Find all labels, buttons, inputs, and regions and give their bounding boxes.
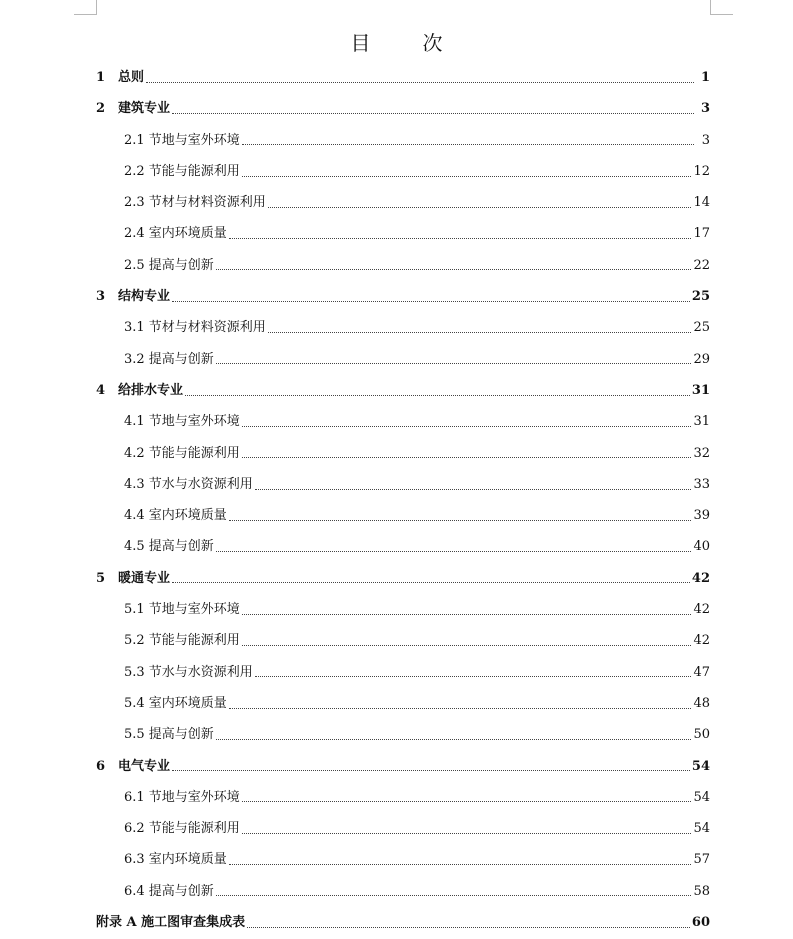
toc-entry-page-number: 3 xyxy=(700,101,710,117)
toc-entry[interactable] xyxy=(96,312,710,343)
dot-leader xyxy=(242,644,692,646)
toc-entry[interactable] xyxy=(96,594,710,625)
toc-entry[interactable] xyxy=(96,125,710,156)
page-title: 目 次 xyxy=(350,31,459,55)
toc-entry-page-number: 17 xyxy=(693,226,710,242)
dot-leader xyxy=(172,112,694,114)
toc-entry[interactable] xyxy=(96,281,710,312)
toc-entry-label: 4.4 室内环境质量 xyxy=(124,508,227,524)
toc-entry-label: 6.3 室内环境质量 xyxy=(124,852,227,868)
toc-entry-number: 3 xyxy=(96,289,106,305)
dot-leader xyxy=(172,581,690,583)
toc-entry-number: 6 xyxy=(96,758,106,774)
toc-entry[interactable] xyxy=(96,563,710,594)
toc-entry-number: 2 xyxy=(96,101,106,117)
toc-entry[interactable] xyxy=(96,751,710,782)
toc-entry[interactable] xyxy=(96,500,710,531)
dot-leader xyxy=(242,143,694,145)
toc-entry-page-number: 54 xyxy=(693,821,710,837)
toc-entry[interactable] xyxy=(96,406,710,437)
toc-entry-label: 暖通专业 xyxy=(118,570,171,586)
toc-entry-page-number: 54 xyxy=(693,789,710,805)
toc-entry-label: 5.2 节能与能源利用 xyxy=(124,633,240,649)
table-of-contents xyxy=(96,62,710,938)
toc-entry[interactable] xyxy=(96,469,710,500)
toc-entry-label: 6.4 提高与创新 xyxy=(124,883,214,899)
toc-entry-page-number: 60 xyxy=(691,915,710,931)
toc-entry[interactable] xyxy=(96,688,710,719)
toc-entry[interactable] xyxy=(96,531,710,562)
toc-entry[interactable] xyxy=(96,907,710,938)
toc-entry-label: 5.1 节地与室外环境 xyxy=(124,602,240,618)
toc-entry-page-number: 3 xyxy=(701,132,710,148)
toc-entry-number: 5 xyxy=(96,570,106,586)
toc-entry-label: 2.2 节能与能源利用 xyxy=(124,163,240,179)
toc-entry-page-number: 42 xyxy=(693,602,710,618)
dot-leader xyxy=(242,425,692,427)
toc-entry[interactable] xyxy=(96,719,710,750)
toc-entry-page-number: 58 xyxy=(693,883,710,899)
toc-entry-label: 6.2 节能与能源利用 xyxy=(124,821,240,837)
toc-entry-label: 3.2 提高与创新 xyxy=(124,351,214,367)
toc-entry-label: 5.4 室内环境质量 xyxy=(124,695,227,711)
toc-entry-page-number: 57 xyxy=(693,852,710,868)
toc-entry-label: 4.3 节水与水资源利用 xyxy=(124,476,253,492)
toc-entry-page-number: 14 xyxy=(693,195,710,211)
toc-entry-number: 4 xyxy=(96,382,106,398)
toc-entry[interactable] xyxy=(96,844,710,875)
dot-leader xyxy=(268,206,692,208)
toc-entry[interactable] xyxy=(96,657,710,688)
toc-entry-label: 2.5 提高与创新 xyxy=(124,257,214,273)
dot-leader xyxy=(172,769,690,771)
toc-entry-page-number: 47 xyxy=(693,664,710,680)
dot-leader xyxy=(146,81,694,83)
toc-entry[interactable] xyxy=(96,156,710,187)
toc-entry-page-number: 31 xyxy=(691,382,710,398)
toc-entry-label: 5.5 提高与创新 xyxy=(124,727,214,743)
toc-entry-label: 结构专业 xyxy=(118,289,171,305)
toc-entry-page-number: 33 xyxy=(693,476,710,492)
toc-entry-page-number: 54 xyxy=(691,758,710,774)
toc-entry-page-number: 25 xyxy=(691,289,710,305)
toc-entry-page-number: 42 xyxy=(691,570,710,586)
toc-entry-label: 4.2 节能与能源利用 xyxy=(124,445,240,461)
toc-entry-page-number: 22 xyxy=(693,257,710,273)
toc-entry-label: 2.3 节材与材料资源利用 xyxy=(124,195,266,211)
toc-entry[interactable] xyxy=(96,782,710,813)
toc-entry-label: 3.1 节材与材料资源利用 xyxy=(124,320,266,336)
toc-entry-label: 6.1 节地与室外环境 xyxy=(124,789,240,805)
toc-entry[interactable] xyxy=(96,62,710,93)
toc-entry-page-number: 50 xyxy=(693,727,710,743)
toc-entry-label: 2.4 室内环境质量 xyxy=(124,226,227,242)
toc-entry-page-number: 32 xyxy=(693,445,710,461)
toc-entry-page-number: 42 xyxy=(693,633,710,649)
dot-leader xyxy=(247,926,690,928)
dot-leader xyxy=(216,894,692,896)
dot-leader xyxy=(242,832,692,834)
dot-leader xyxy=(242,175,692,177)
toc-entry-label: 给排水专业 xyxy=(118,382,184,398)
toc-entry-page-number: 31 xyxy=(693,414,710,430)
toc-entry[interactable] xyxy=(96,876,710,907)
toc-entry-page-number: 40 xyxy=(693,539,710,555)
toc-entry-label: 5.3 节水与水资源利用 xyxy=(124,664,253,680)
dot-leader xyxy=(229,519,692,521)
toc-entry-label: 电气专业 xyxy=(118,758,171,774)
toc-entry[interactable] xyxy=(96,375,710,406)
toc-entry[interactable] xyxy=(96,218,710,249)
dot-leader xyxy=(216,362,692,364)
dot-leader xyxy=(229,863,692,865)
toc-entry-label: 附录 A 施工图审查集成表 xyxy=(96,915,246,931)
toc-entry[interactable] xyxy=(96,625,710,656)
dot-leader xyxy=(172,300,690,302)
dot-leader xyxy=(216,550,692,552)
toc-entry[interactable] xyxy=(96,344,710,375)
toc-entry[interactable] xyxy=(96,93,710,124)
toc-entry-page-number: 39 xyxy=(693,508,710,524)
crop-mark-top-right xyxy=(710,0,733,15)
dot-leader xyxy=(242,456,692,458)
toc-entry-label: 建筑专业 xyxy=(118,101,171,117)
toc-entry-page-number: 29 xyxy=(693,351,710,367)
toc-entry[interactable] xyxy=(96,187,710,218)
dot-leader xyxy=(255,488,692,490)
dot-leader xyxy=(216,268,692,270)
toc-entry-label: 总则 xyxy=(118,70,145,85)
dot-leader xyxy=(242,800,692,802)
dot-leader xyxy=(229,237,692,239)
dot-leader xyxy=(229,707,692,709)
dot-leader xyxy=(268,331,692,333)
toc-entry-label: 4.5 提高与创新 xyxy=(124,539,214,555)
dot-leader xyxy=(255,675,692,677)
toc-entry-page-number: 1 xyxy=(700,70,710,85)
toc-entry[interactable] xyxy=(96,438,710,469)
toc-entry-page-number: 48 xyxy=(693,695,710,711)
toc-entry[interactable] xyxy=(96,250,710,281)
toc-entry-number: 1 xyxy=(96,70,106,85)
toc-entry-page-number: 25 xyxy=(693,320,710,336)
toc-entry[interactable] xyxy=(96,813,710,844)
toc-entry-label: 2.1 节地与室外环境 xyxy=(124,132,240,148)
dot-leader xyxy=(185,394,690,396)
crop-mark-top-left xyxy=(74,0,97,15)
dot-leader xyxy=(216,738,692,740)
toc-entry-label: 4.1 节地与室外环境 xyxy=(124,414,240,430)
dot-leader xyxy=(242,613,692,615)
toc-entry-page-number: 12 xyxy=(693,163,710,179)
